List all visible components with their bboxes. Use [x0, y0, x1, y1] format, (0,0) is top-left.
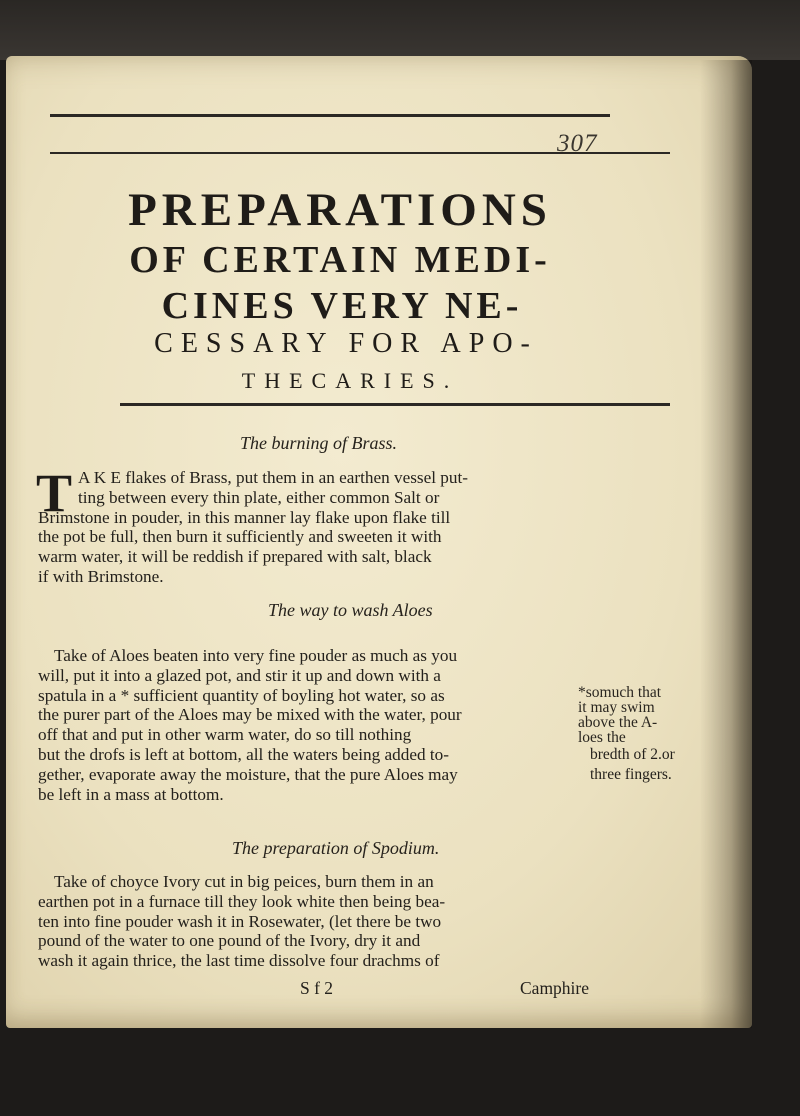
- top-rule: [50, 114, 610, 117]
- text-line: wash it again thrice, the last time dissolve four drachms of: [38, 951, 440, 971]
- section-text-brass: [36, 463, 678, 587]
- text-line: A K E flakes of Brass, put them in an earthen vessel put-: [78, 468, 468, 487]
- text-line: off that and put in other warm water, do so till nothing: [38, 725, 412, 745]
- text-line: spatula in a * sufficient quantity of boyling hot water, so as: [38, 685, 445, 705]
- text-line: Take of Aloes beaten into very fine pouder as much as you: [54, 646, 458, 665]
- margin-note-line: three fingers.: [590, 766, 672, 783]
- title-line-5: THECARIES.: [241, 368, 459, 393]
- text-line: if with Brimstone.: [38, 566, 164, 586]
- text-line: pound of the water to one pound of the Ivory, dry it and: [38, 931, 421, 951]
- margin-note-line: bredth of 2.or: [590, 746, 675, 763]
- catchword: Camphire: [520, 978, 590, 998]
- margin-note: [578, 685, 690, 745]
- margin-note-line: it may swim: [578, 699, 655, 716]
- text-line: will, put it into a glazed pot, and stir it up and down with a: [38, 665, 441, 685]
- folio-number: 307: [557, 130, 598, 157]
- signature-mark: S f 2: [300, 978, 334, 998]
- drop-cap: T: [36, 463, 73, 523]
- text-line: ten into fine pouder wash it in Rosewater, (let there be two: [38, 911, 442, 931]
- text-line: warm water, it will be reddish if prepared with salt, black: [38, 547, 432, 567]
- title-line-2: OF CERTAIN MEDI-: [129, 239, 551, 281]
- margin-note-line: above the A-: [578, 714, 658, 731]
- title-line-1: PREPARATIONS: [128, 184, 552, 236]
- text-line: ting between every thin plate, either common Salt or: [78, 487, 440, 507]
- section-heading-spodium: The preparation of Spodium.: [232, 838, 440, 858]
- text-line: gether, evaporate away the moisture, that the pure Aloes may: [38, 764, 458, 784]
- section-text-spodium: [38, 872, 698, 971]
- title-line-4: CESSARY FOR APO-: [154, 328, 538, 359]
- background-top: [0, 0, 800, 60]
- title-line-3: CINES VERY NE-: [161, 285, 523, 327]
- text-line: Take of choyce Ivory cut in big peices, burn them in an: [54, 872, 434, 891]
- title-rule: [120, 403, 670, 406]
- margin-note-line: loes the: [578, 729, 626, 746]
- margin-note-line: *somuch that: [578, 684, 662, 701]
- section-heading-aloes: The way to wash Aloes: [268, 600, 433, 620]
- text-line: be left in a mass at bottom.: [38, 784, 224, 804]
- text-line: but the drofs is left at bottom, all the waters being added to-: [38, 744, 449, 764]
- text-line: Brimstone in pouder, in this manner lay flake upon flake till: [38, 507, 451, 527]
- text-line: earthen pot in a furnace till they look white then being bea-: [38, 891, 446, 911]
- text-line: the purer part of the Aloes may be mixed with the water, pour: [38, 705, 462, 725]
- margin-note-tail: [590, 745, 700, 785]
- section-heading-brass: The burning of Brass.: [240, 433, 398, 453]
- text-line: the pot be full, then burn it sufficiently and sweeten it with: [38, 527, 442, 547]
